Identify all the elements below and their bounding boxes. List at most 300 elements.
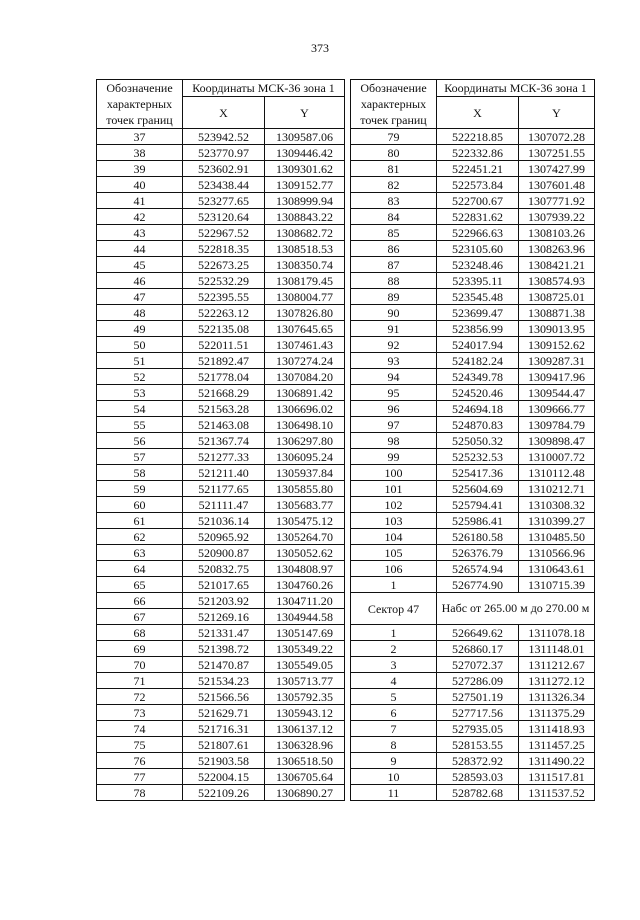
right-point-cell: 96 <box>351 401 437 417</box>
left-x-cell: 522109.26 <box>183 785 265 801</box>
right-point-cell: 104 <box>351 529 437 545</box>
left-point-cell: 56 <box>97 433 183 449</box>
left-x-cell: 521534.23 <box>183 673 265 689</box>
right-x-cell: 526180.58 <box>437 529 519 545</box>
left-point-cell: 60 <box>97 497 183 513</box>
right-y-cell: 1310308.32 <box>519 497 595 513</box>
left-y-cell: 1305147.69 <box>265 625 345 641</box>
left-y-cell: 1306891.42 <box>265 385 345 401</box>
right-point-cell: 98 <box>351 433 437 449</box>
left-y-cell: 1304808.97 <box>265 561 345 577</box>
left-x-cell: 521470.87 <box>183 657 265 673</box>
right-y-cell: 1307939.22 <box>519 209 595 225</box>
sector-y-cell: 1311078.18 <box>519 625 595 641</box>
left-point-cell: 40 <box>97 177 183 193</box>
left-x-cell: 521177.65 <box>183 481 265 497</box>
page-number: 373 <box>311 41 329 55</box>
left-y-cell: 1309301.62 <box>265 161 345 177</box>
header-y-right: Y <box>519 97 595 129</box>
right-y-cell: 1309417.96 <box>519 369 595 385</box>
sector-point-cell: 4 <box>351 673 437 689</box>
right-point-cell: 80 <box>351 145 437 161</box>
right-y-cell: 1308871.38 <box>519 305 595 321</box>
sector-point-cell: 10 <box>351 769 437 785</box>
table-row <box>97 257 595 273</box>
right-y-cell: 1310007.72 <box>519 449 595 465</box>
left-y-cell: 1305943.12 <box>265 705 345 721</box>
table-row <box>97 657 595 673</box>
sector-x-cell: 528593.03 <box>437 769 519 785</box>
header-y-left: Y <box>265 97 345 129</box>
right-x-cell: 525417.36 <box>437 465 519 481</box>
table-row <box>97 673 595 689</box>
sector-y-cell: 1311375.29 <box>519 705 595 721</box>
table-row <box>97 369 595 385</box>
left-x-cell: 523770.97 <box>183 145 265 161</box>
right-x-cell: 525794.41 <box>437 497 519 513</box>
right-y-cell: 1307601.48 <box>519 177 595 193</box>
table-row <box>97 433 595 449</box>
sector-x-cell: 527717.56 <box>437 705 519 721</box>
table-row <box>97 241 595 257</box>
left-y-cell: 1305475.12 <box>265 513 345 529</box>
right-point-cell: 90 <box>351 305 437 321</box>
table-row <box>97 305 595 321</box>
right-y-cell: 1308725.01 <box>519 289 595 305</box>
left-point-cell: 44 <box>97 241 183 257</box>
sector-point-cell: 3 <box>351 657 437 673</box>
left-x-cell: 521036.14 <box>183 513 265 529</box>
right-y-cell: 1310399.27 <box>519 513 595 529</box>
table-row <box>97 641 595 657</box>
sector-point-cell: 9 <box>351 753 437 769</box>
sector-y-cell: 1311272.12 <box>519 673 595 689</box>
coordinates-table <box>96 79 595 801</box>
left-y-cell: 1304760.26 <box>265 577 345 593</box>
right-y-cell: 1309152.62 <box>519 337 595 353</box>
left-point-cell: 73 <box>97 705 183 721</box>
left-x-cell: 521398.72 <box>183 641 265 657</box>
left-point-cell: 64 <box>97 561 183 577</box>
left-point-cell: 63 <box>97 545 183 561</box>
left-x-cell: 522263.12 <box>183 305 265 321</box>
left-y-cell: 1308179.45 <box>265 273 345 289</box>
left-y-cell: 1305349.22 <box>265 641 345 657</box>
left-y-cell: 1309152.77 <box>265 177 345 193</box>
left-x-cell: 523602.91 <box>183 161 265 177</box>
left-x-cell: 522011.51 <box>183 337 265 353</box>
left-point-cell: 38 <box>97 145 183 161</box>
table-row <box>97 353 595 369</box>
right-y-cell: 1307771.92 <box>519 193 595 209</box>
sector-x-cell: 527501.19 <box>437 689 519 705</box>
sector-x-cell: 527072.37 <box>437 657 519 673</box>
left-x-cell: 522818.35 <box>183 241 265 257</box>
right-x-cell: 525604.69 <box>437 481 519 497</box>
left-x-cell: 521203.92 <box>183 593 265 609</box>
left-point-cell: 69 <box>97 641 183 657</box>
left-point-cell: 54 <box>97 401 183 417</box>
left-y-cell: 1307084.20 <box>265 369 345 385</box>
right-x-cell: 522700.67 <box>437 193 519 209</box>
sector-height-range: Набс от 265.00 м до 270.00 м <box>437 593 595 625</box>
table-row <box>97 273 595 289</box>
left-x-cell: 522967.52 <box>183 225 265 241</box>
right-point-cell: 86 <box>351 241 437 257</box>
left-y-cell: 1309446.42 <box>265 145 345 161</box>
left-y-cell: 1305937.84 <box>265 465 345 481</box>
left-x-cell: 521903.58 <box>183 753 265 769</box>
right-point-cell: 106 <box>351 561 437 577</box>
right-point-cell: 89 <box>351 289 437 305</box>
right-point-cell: 87 <box>351 257 437 273</box>
right-y-cell: 1308574.93 <box>519 273 595 289</box>
sector-x-cell: 527286.09 <box>437 673 519 689</box>
right-y-cell: 1309666.77 <box>519 401 595 417</box>
left-x-cell: 521668.29 <box>183 385 265 401</box>
left-x-cell: 520965.92 <box>183 529 265 545</box>
header-coords-left: Координаты МСК-36 зона 1 <box>183 80 345 97</box>
table-row <box>97 497 595 513</box>
left-y-cell: 1307826.80 <box>265 305 345 321</box>
left-y-cell: 1306498.10 <box>265 417 345 433</box>
left-x-cell: 521211.40 <box>183 465 265 481</box>
right-x-cell: 522966.63 <box>437 225 519 241</box>
left-point-cell: 48 <box>97 305 183 321</box>
left-x-cell: 521277.33 <box>183 449 265 465</box>
sector-point-cell: 1 <box>351 625 437 641</box>
left-point-cell: 51 <box>97 353 183 369</box>
table-row <box>97 577 595 593</box>
left-x-cell: 521807.61 <box>183 737 265 753</box>
right-point-cell: 88 <box>351 273 437 289</box>
right-x-cell: 525050.32 <box>437 433 519 449</box>
sector-point-cell: 2 <box>351 641 437 657</box>
table-row <box>97 513 595 529</box>
right-x-cell: 524694.18 <box>437 401 519 417</box>
table-row <box>97 545 595 561</box>
right-point-cell: 97 <box>351 417 437 433</box>
table-row <box>97 785 595 801</box>
right-x-cell: 522218.85 <box>437 129 519 145</box>
left-y-cell: 1306095.24 <box>265 449 345 465</box>
sector-y-cell: 1311490.22 <box>519 753 595 769</box>
header-x-right: X <box>437 97 519 129</box>
right-x-cell: 524182.24 <box>437 353 519 369</box>
right-point-cell: 103 <box>351 513 437 529</box>
left-point-cell: 39 <box>97 161 183 177</box>
left-x-cell: 523277.65 <box>183 193 265 209</box>
left-point-cell: 72 <box>97 689 183 705</box>
sector-x-cell: 527935.05 <box>437 721 519 737</box>
sector-x-cell: 526860.17 <box>437 641 519 657</box>
left-y-cell: 1308999.94 <box>265 193 345 209</box>
table-row <box>97 769 595 785</box>
left-y-cell: 1306696.02 <box>265 401 345 417</box>
left-x-cell: 521017.65 <box>183 577 265 593</box>
table-row <box>97 177 595 193</box>
right-x-cell: 526574.94 <box>437 561 519 577</box>
sector-y-cell: 1311517.81 <box>519 769 595 785</box>
left-point-cell: 66 <box>97 593 183 609</box>
right-x-cell: 522332.86 <box>437 145 519 161</box>
left-y-cell: 1305792.35 <box>265 689 345 705</box>
left-y-cell: 1308518.53 <box>265 241 345 257</box>
right-x-cell: 522451.21 <box>437 161 519 177</box>
column-gap <box>345 609 351 625</box>
left-y-cell: 1305052.62 <box>265 545 345 561</box>
right-x-cell: 522831.62 <box>437 209 519 225</box>
table-row <box>97 721 595 737</box>
left-y-cell: 1308004.77 <box>265 289 345 305</box>
sector-x-cell: 526649.62 <box>437 625 519 641</box>
left-y-cell: 1306328.96 <box>265 737 345 753</box>
right-point-cell: 101 <box>351 481 437 497</box>
left-x-cell: 521629.71 <box>183 705 265 721</box>
right-y-cell: 1308421.21 <box>519 257 595 273</box>
right-point-cell: 79 <box>351 129 437 145</box>
header-designation-right: Обозначение характерных точек границ <box>351 80 437 129</box>
left-point-cell: 46 <box>97 273 183 289</box>
left-x-cell: 521367.74 <box>183 433 265 449</box>
right-y-cell: 1307427.99 <box>519 161 595 177</box>
left-x-cell: 522395.55 <box>183 289 265 305</box>
left-point-cell: 78 <box>97 785 183 801</box>
right-point-cell: 95 <box>351 385 437 401</box>
header-designation-left: Обозначение характерных точек границ <box>97 80 183 129</box>
sector-y-cell: 1311326.34 <box>519 689 595 705</box>
left-y-cell: 1308682.72 <box>265 225 345 241</box>
sector-y-cell: 1311212.67 <box>519 657 595 673</box>
right-x-cell: 524870.83 <box>437 417 519 433</box>
left-x-cell: 521331.47 <box>183 625 265 641</box>
left-point-cell: 65 <box>97 577 183 593</box>
left-x-cell: 520900.87 <box>183 545 265 561</box>
right-point-cell: 102 <box>351 497 437 513</box>
left-y-cell: 1305683.77 <box>265 497 345 513</box>
right-y-cell: 1310643.61 <box>519 561 595 577</box>
left-y-cell: 1308350.74 <box>265 257 345 273</box>
table-row <box>97 225 595 241</box>
right-x-cell: 524520.46 <box>437 385 519 401</box>
table-row <box>97 689 595 705</box>
right-point-cell: 92 <box>351 337 437 353</box>
table-row <box>97 417 595 433</box>
left-point-cell: 58 <box>97 465 183 481</box>
left-y-cell: 1306297.80 <box>265 433 345 449</box>
table-row <box>97 481 595 497</box>
right-y-cell: 1307251.55 <box>519 145 595 161</box>
table-row <box>97 385 595 401</box>
left-x-cell: 521716.31 <box>183 721 265 737</box>
table-row <box>97 129 595 145</box>
table-row <box>97 737 595 753</box>
right-point-cell: 91 <box>351 321 437 337</box>
right-x-cell: 525986.41 <box>437 513 519 529</box>
left-x-cell: 522135.08 <box>183 321 265 337</box>
right-x-cell: 525232.53 <box>437 449 519 465</box>
right-point-cell: 93 <box>351 353 437 369</box>
right-y-cell: 1309287.31 <box>519 353 595 369</box>
left-x-cell: 522673.25 <box>183 257 265 273</box>
right-y-cell: 1308263.96 <box>519 241 595 257</box>
left-y-cell: 1308843.22 <box>265 209 345 225</box>
left-point-cell: 41 <box>97 193 183 209</box>
sector-x-cell: 528782.68 <box>437 785 519 801</box>
right-x-cell: 523105.60 <box>437 241 519 257</box>
right-y-cell: 1310485.50 <box>519 529 595 545</box>
left-point-cell: 47 <box>97 289 183 305</box>
left-y-cell: 1304711.20 <box>265 593 345 609</box>
right-x-cell: 523395.11 <box>437 273 519 289</box>
left-x-cell: 521778.04 <box>183 369 265 385</box>
left-point-cell: 77 <box>97 769 183 785</box>
table-row <box>97 625 595 641</box>
left-y-cell: 1306890.27 <box>265 785 345 801</box>
left-y-cell: 1305713.77 <box>265 673 345 689</box>
sector-point-cell: 8 <box>351 737 437 753</box>
left-point-cell: 53 <box>97 385 183 401</box>
right-point-cell: 81 <box>351 161 437 177</box>
table-row <box>97 561 595 577</box>
table-row <box>97 321 595 337</box>
right-y-cell: 1310566.96 <box>519 545 595 561</box>
right-y-cell: 1309544.47 <box>519 385 595 401</box>
right-y-cell: 1309013.95 <box>519 321 595 337</box>
left-point-cell: 59 <box>97 481 183 497</box>
left-point-cell: 62 <box>97 529 183 545</box>
left-point-cell: 55 <box>97 417 183 433</box>
right-y-cell: 1310715.39 <box>519 577 595 593</box>
table-row <box>97 529 595 545</box>
left-x-cell: 523942.52 <box>183 129 265 145</box>
right-x-cell: 523699.47 <box>437 305 519 321</box>
left-x-cell: 521563.28 <box>183 401 265 417</box>
left-y-cell: 1305264.70 <box>265 529 345 545</box>
table-row <box>97 161 595 177</box>
left-y-cell: 1306518.50 <box>265 753 345 769</box>
sector-point-cell: 6 <box>351 705 437 721</box>
right-point-cell: 99 <box>351 449 437 465</box>
left-point-cell: 52 <box>97 369 183 385</box>
right-x-cell: 523856.99 <box>437 321 519 337</box>
right-point-cell: 1 <box>351 577 437 593</box>
table-row <box>97 289 595 305</box>
header-x-left: X <box>183 97 265 129</box>
left-point-cell: 37 <box>97 129 183 145</box>
table-row <box>97 705 595 721</box>
left-y-cell: 1309587.06 <box>265 129 345 145</box>
left-x-cell: 522532.29 <box>183 273 265 289</box>
left-y-cell: 1305855.80 <box>265 481 345 497</box>
right-y-cell: 1307072.28 <box>519 129 595 145</box>
right-x-cell: 522573.84 <box>437 177 519 193</box>
left-point-cell: 45 <box>97 257 183 273</box>
left-y-cell: 1307645.65 <box>265 321 345 337</box>
left-x-cell: 521269.16 <box>183 609 265 625</box>
sector-y-cell: 1311148.01 <box>519 641 595 657</box>
left-x-cell: 523120.64 <box>183 209 265 225</box>
left-y-cell: 1304944.58 <box>265 609 345 625</box>
right-point-cell: 85 <box>351 225 437 241</box>
right-y-cell: 1308103.26 <box>519 225 595 241</box>
table-row <box>97 401 595 417</box>
left-x-cell: 521111.47 <box>183 497 265 513</box>
right-y-cell: 1309898.47 <box>519 433 595 449</box>
sector-point-cell: 7 <box>351 721 437 737</box>
sector-x-cell: 528372.92 <box>437 753 519 769</box>
right-y-cell: 1309784.79 <box>519 417 595 433</box>
sector-point-cell: 11 <box>351 785 437 801</box>
left-point-cell: 68 <box>97 625 183 641</box>
table-row <box>97 465 595 481</box>
sector-y-cell: 1311418.93 <box>519 721 595 737</box>
table-row <box>97 209 595 225</box>
left-x-cell: 522004.15 <box>183 769 265 785</box>
left-x-cell: 521892.47 <box>183 353 265 369</box>
right-x-cell: 526376.79 <box>437 545 519 561</box>
left-y-cell: 1306705.64 <box>265 769 345 785</box>
left-y-cell: 1307461.43 <box>265 337 345 353</box>
left-point-cell: 70 <box>97 657 183 673</box>
table-row <box>97 593 595 609</box>
right-point-cell: 105 <box>351 545 437 561</box>
left-point-cell: 75 <box>97 737 183 753</box>
left-x-cell: 521463.08 <box>183 417 265 433</box>
right-point-cell: 100 <box>351 465 437 481</box>
left-point-cell: 43 <box>97 225 183 241</box>
right-x-cell: 523248.46 <box>437 257 519 273</box>
left-point-cell: 74 <box>97 721 183 737</box>
right-point-cell: 84 <box>351 209 437 225</box>
left-point-cell: 71 <box>97 673 183 689</box>
left-point-cell: 42 <box>97 209 183 225</box>
right-point-cell: 82 <box>351 177 437 193</box>
left-x-cell: 520832.75 <box>183 561 265 577</box>
sector-point-cell: 5 <box>351 689 437 705</box>
sector-y-cell: 1311537.52 <box>519 785 595 801</box>
left-x-cell: 523438.44 <box>183 177 265 193</box>
right-x-cell: 523545.48 <box>437 289 519 305</box>
left-y-cell: 1306137.12 <box>265 721 345 737</box>
sector-y-cell: 1311457.25 <box>519 737 595 753</box>
left-point-cell: 49 <box>97 321 183 337</box>
left-point-cell: 61 <box>97 513 183 529</box>
table-row <box>97 193 595 209</box>
table-row <box>97 449 595 465</box>
sector-label: Сектор 47 <box>351 593 437 625</box>
right-x-cell: 524017.94 <box>437 337 519 353</box>
left-point-cell: 76 <box>97 753 183 769</box>
right-point-cell: 83 <box>351 193 437 209</box>
right-x-cell: 524349.78 <box>437 369 519 385</box>
header-coords-right: Координаты МСК-36 зона 1 <box>437 80 595 97</box>
left-point-cell: 57 <box>97 449 183 465</box>
table-row <box>97 753 595 769</box>
table-row <box>97 145 595 161</box>
sector-x-cell: 528153.55 <box>437 737 519 753</box>
left-point-cell: 67 <box>97 609 183 625</box>
left-y-cell: 1305549.05 <box>265 657 345 673</box>
right-x-cell: 526774.90 <box>437 577 519 593</box>
right-y-cell: 1310212.71 <box>519 481 595 497</box>
table-row <box>97 337 595 353</box>
left-point-cell: 50 <box>97 337 183 353</box>
right-point-cell: 94 <box>351 369 437 385</box>
right-y-cell: 1310112.48 <box>519 465 595 481</box>
left-y-cell: 1307274.24 <box>265 353 345 369</box>
left-x-cell: 521566.56 <box>183 689 265 705</box>
